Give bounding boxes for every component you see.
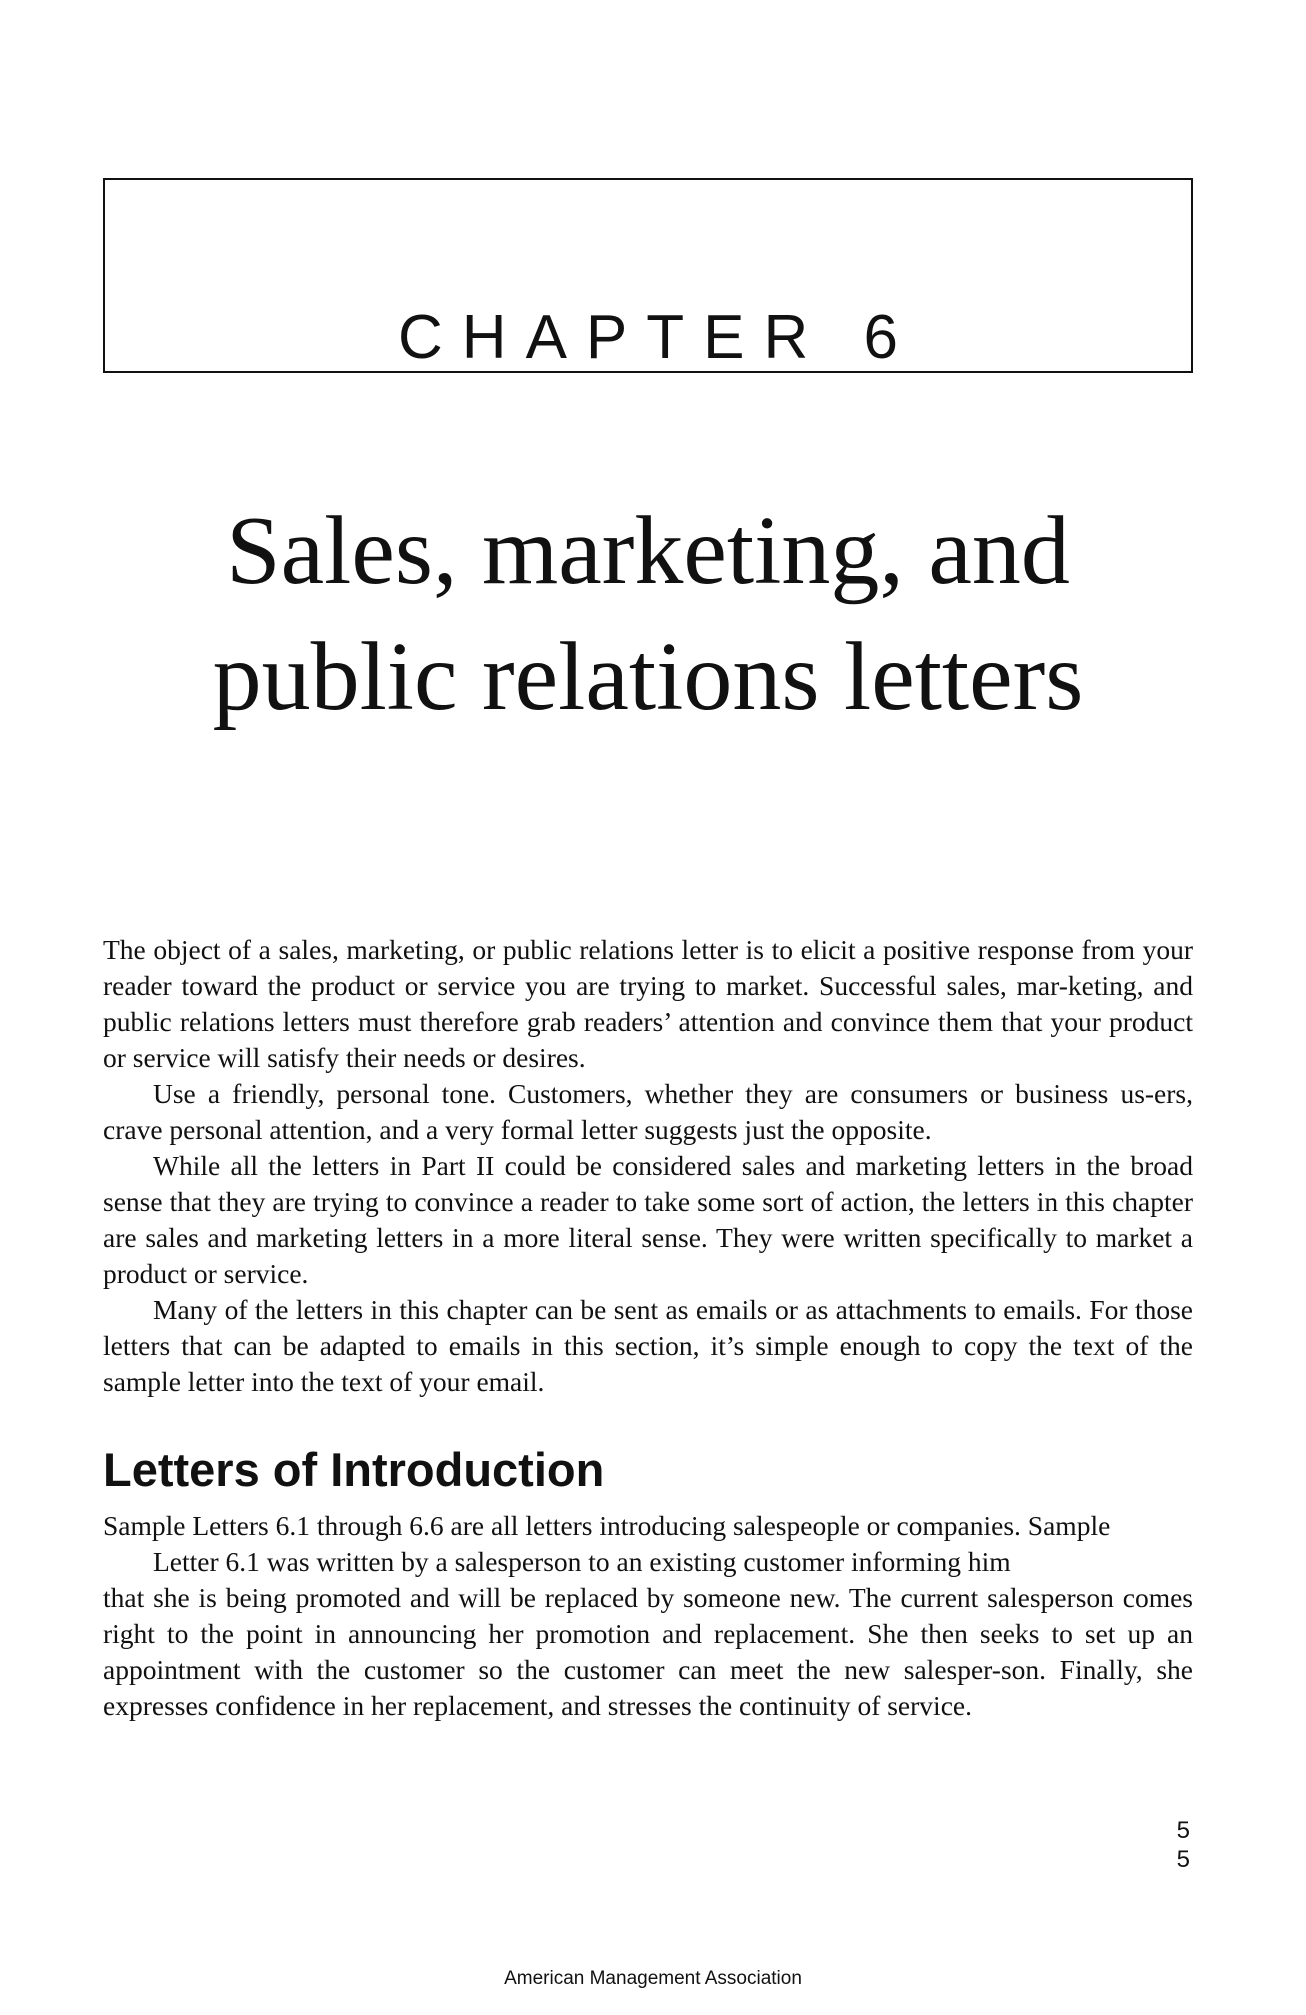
section-line-1: Sample Letters 6.1 through 6.6 are all letters introducing salespeople or companies. Sample	[103, 1510, 1111, 1541]
chapter-title-line-1: Sales, marketing, and	[226, 497, 1070, 605]
section-heading: Letters of Introduction	[103, 1443, 605, 1496]
section-line-2: Letter 6.1 was written by a salesperson to an existing customer informing him	[153, 1546, 1011, 1577]
section-paragraph-rest: that she is being promoted and will be replaced by someone new. The current salesperson comes right to the point in announcing her promotion and replacement. She then seeks to set up an appointment with the customer so the customer can meet the new salesper-son. Finally, she expresses confidence in her replacement, and stresses the continuity of service.	[103, 1582, 1193, 1721]
footer-publisher: American Management Association	[504, 1968, 802, 1989]
page-number-line-2: 5	[1176, 1846, 1190, 1873]
chapter-header-box	[103, 178, 1193, 373]
chapter-label: CHAPTER 6	[398, 303, 917, 372]
page-number	[1150, 1816, 1190, 1874]
intro-paragraph-1: The object of a sales, marketing, or public relations letter is to elicit a positive response from your reader toward the product or service you are trying to market. Successful sales, mar-keting, and public relations letters must therefore grab readers’ attention and convince them that your product or service will satisfy their needs or desires.	[103, 934, 1193, 1073]
intro-paragraph-2: Use a friendly, personal tone. Customers, whether they are consumers or business us-ers, crave personal attention, and a very formal letter suggests just the opposite.	[103, 1078, 1193, 1145]
intro-text	[103, 932, 1193, 1400]
chapter-title	[103, 488, 1193, 740]
section-text	[103, 1508, 1193, 1724]
intro-paragraph-3: While all the letters in Part II could be considered sales and marketing letters in the broad sense that they are trying to convince a reader to take some sort of action, the letters in this chapter are sales and marketing letters in a more literal sense. They were written specifically to market a product or service.	[103, 1150, 1193, 1289]
intro-paragraph-4: Many of the letters in this chapter can be sent as emails or as attachments to emails. For those letters that can be adapted to emails in this section, it’s simple enough to copy the text of the sample letter into the text of your email.	[103, 1294, 1193, 1397]
page-number-line-1: 5	[1176, 1817, 1190, 1844]
chapter-title-line-2: public relations letters	[212, 623, 1084, 731]
